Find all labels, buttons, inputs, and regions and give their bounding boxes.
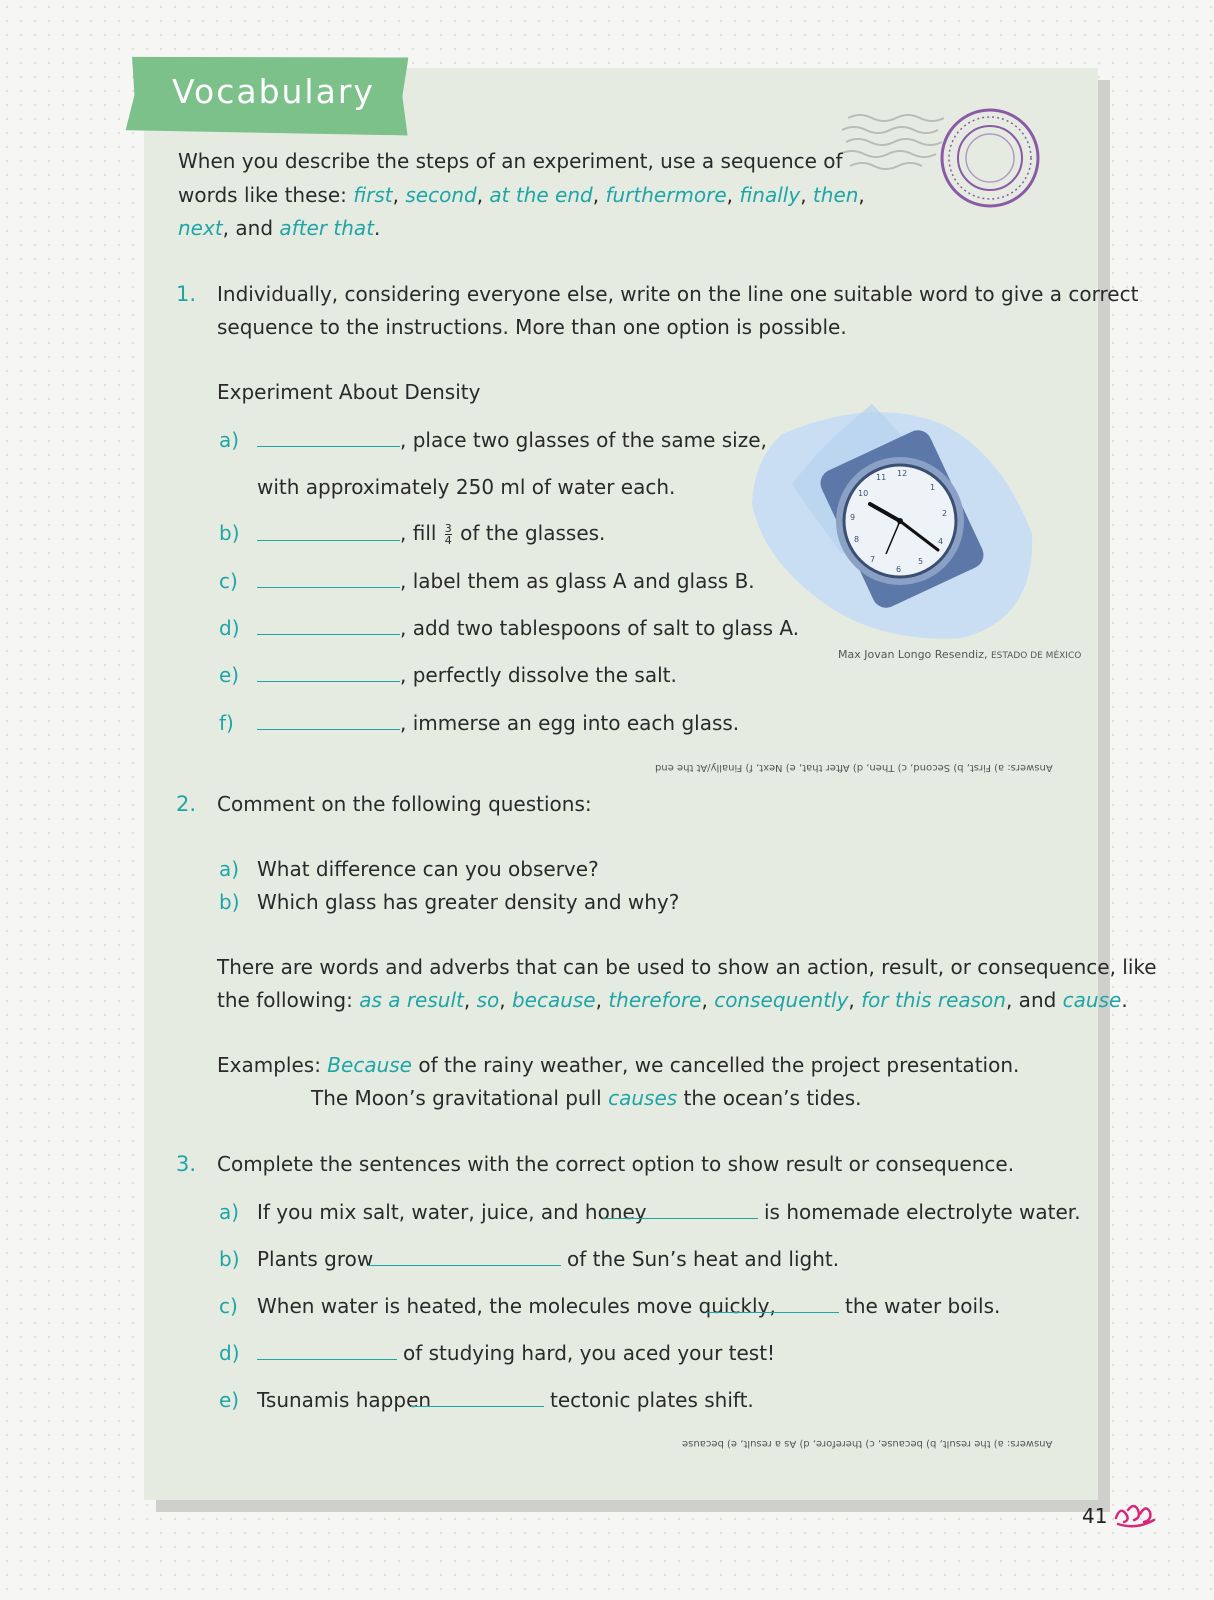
answer-blank[interactable] bbox=[257, 634, 400, 635]
illustration-credit: Max Jovan Longo Resendiz, ESTADO DE MÉXICO bbox=[838, 648, 1082, 661]
svg-text:1: 1 bbox=[930, 483, 936, 492]
sentence-start: Tsunamis happen bbox=[257, 1388, 432, 1412]
item-label: c) bbox=[219, 1294, 238, 1318]
svg-text:10: 10 bbox=[858, 489, 869, 498]
svg-text:6: 6 bbox=[896, 565, 902, 574]
answer-blank[interactable] bbox=[368, 1265, 561, 1266]
question-text: Which glass has greater density and why? bbox=[257, 890, 680, 914]
item-label: e) bbox=[219, 1388, 240, 1412]
svg-text:2: 2 bbox=[942, 509, 948, 518]
sentence-start: When water is heated, the molecules move quickly, bbox=[257, 1294, 776, 1318]
answer-blank[interactable] bbox=[411, 1406, 544, 1407]
sentence-end: the water boils. bbox=[845, 1294, 1001, 1318]
answer-blank[interactable] bbox=[257, 729, 400, 730]
sentence-end: of studying hard, you aced your test! bbox=[403, 1341, 776, 1365]
item-text: , fill $\frac{3}{4}$ of the glasses. bbox=[400, 521, 606, 547]
connectors-paragraph-line-1: There are words and adverbs that can be used to show an action, result, or consequence, like bbox=[217, 955, 1157, 979]
svg-text:9: 9 bbox=[850, 513, 856, 522]
wristwatch-illustration-icon bbox=[752, 404, 1036, 644]
question-label: b) bbox=[219, 890, 240, 914]
sentence-end: is homemade electrolyte water. bbox=[764, 1200, 1081, 1224]
item-label: e) bbox=[219, 663, 240, 687]
experiment-subtitle: Experiment About Density bbox=[217, 380, 481, 404]
item-label: b) bbox=[219, 1247, 240, 1271]
svg-text:11: 11 bbox=[876, 473, 887, 482]
item-label: b) bbox=[219, 521, 240, 545]
fraction: $\frac{3}{4}$ bbox=[444, 522, 452, 547]
exercise-1-instruction-2: sequence to the instructions. More than one option is possible. bbox=[217, 315, 847, 339]
item-text: , label them as glass A and glass B. bbox=[400, 569, 755, 593]
svg-text:4: 4 bbox=[938, 537, 944, 546]
answer-blank[interactable] bbox=[257, 540, 400, 541]
example-1: Examples: Because of the rainy weather, we cancelled the project presentation. bbox=[217, 1053, 1020, 1077]
sentence-end: tectonic plates shift. bbox=[550, 1388, 754, 1412]
answer-blank[interactable] bbox=[257, 446, 400, 447]
sentence-start: If you mix salt, water, juice, and honey bbox=[257, 1200, 647, 1224]
intro-line-3: next, and after that. bbox=[178, 216, 381, 240]
intro-line-2: words like these: first, second, at the end, furthermore, finally, then, bbox=[178, 183, 865, 207]
exercise-1-number: 1. bbox=[176, 282, 197, 306]
postmark-stamp-icon bbox=[840, 100, 1046, 214]
publisher-logo-icon bbox=[1112, 1500, 1160, 1530]
sentence-start: Plants grow bbox=[257, 1247, 374, 1271]
answer-blank[interactable] bbox=[257, 587, 400, 588]
svg-text:7: 7 bbox=[870, 555, 876, 564]
answer-blank[interactable] bbox=[257, 681, 400, 682]
answers-ex3-upside-down: Answers: a) the result, b) because, c) therefore, d) As a result, e) because bbox=[682, 1438, 1053, 1449]
exercise-3-number: 3. bbox=[176, 1152, 197, 1176]
answers-ex1-upside-down: Answers: a) First, b) Second, c) Then, d) After that, e) Next, f) Finally/At the end bbox=[655, 762, 1053, 773]
answer-blank[interactable] bbox=[603, 1218, 758, 1219]
page-number: 41 bbox=[1082, 1504, 1108, 1528]
svg-text:5: 5 bbox=[918, 557, 924, 566]
item-text: , immerse an egg into each glass. bbox=[400, 711, 740, 735]
answer-blank[interactable] bbox=[706, 1312, 839, 1313]
exercise-3-prompt: Complete the sentences with the correct option to show result or consequence. bbox=[217, 1152, 1015, 1176]
item-label: c) bbox=[219, 569, 238, 593]
item-label: f) bbox=[219, 711, 234, 735]
question-label: a) bbox=[219, 857, 240, 881]
item-label: a) bbox=[219, 428, 240, 452]
item-text: with approximately 250 ml of water each. bbox=[257, 475, 676, 499]
svg-text:12: 12 bbox=[897, 469, 908, 478]
item-label: a) bbox=[219, 1200, 240, 1224]
exercise-1-instruction-1: Individually, considering everyone else, write on the line one suitable word to give a correct bbox=[217, 282, 1139, 306]
exercise-2-prompt: Comment on the following questions: bbox=[217, 792, 592, 816]
section-title: Vocabulary bbox=[172, 72, 375, 111]
item-label: d) bbox=[219, 616, 240, 640]
exercise-2-number: 2. bbox=[176, 792, 197, 816]
intro-line-1: When you describe the steps of an experiment, use a sequence of bbox=[178, 149, 843, 173]
answer-blank[interactable] bbox=[257, 1359, 397, 1360]
item-text: , perfectly dissolve the salt. bbox=[400, 663, 677, 687]
example-2: The Moon’s gravitational pull causes the ocean’s tides. bbox=[311, 1086, 862, 1110]
connectors-paragraph-line-2: the following: as a result, so, because, therefore, consequently, for this reason, and cause. bbox=[217, 988, 1128, 1012]
svg-text:8: 8 bbox=[854, 535, 860, 544]
item-text: , add two tablespoons of salt to glass A. bbox=[400, 616, 800, 640]
sentence-end: of the Sun’s heat and light. bbox=[567, 1247, 840, 1271]
item-text: , place two glasses of the same size, bbox=[400, 428, 767, 452]
item-label: d) bbox=[219, 1341, 240, 1365]
question-text: What difference can you observe? bbox=[257, 857, 599, 881]
